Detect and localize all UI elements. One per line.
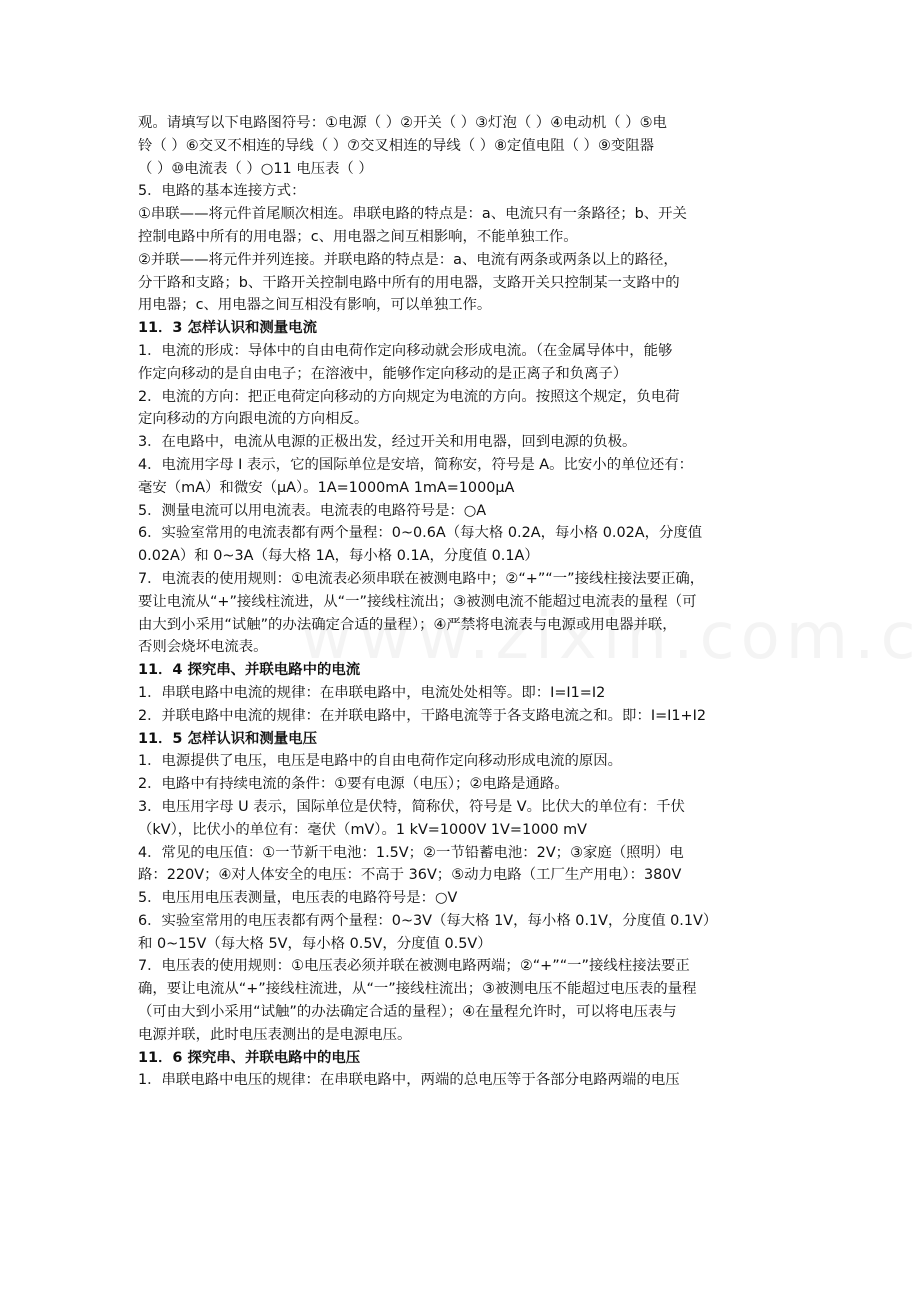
- text-line: 要让电流从“+”接线柱流进，从“一”接线柱流出；③被测电流不能超过电流表的量程（可: [138, 593, 697, 610]
- section-heading: 11．4 探究串、并联电路中的电流: [138, 662, 361, 679]
- text-line: （ ）⑩电流表（ ）○11 电压表（ ）: [138, 160, 373, 177]
- text-line: 2．电流的方向：把正电荷定向移动的方向规定为电流的方向。按照这个规定，负电荷: [138, 388, 680, 405]
- text-line: 1．电流的形成：导体中的自由电荷作定向移动就会形成电流。（在金属导体中，能够: [138, 342, 673, 359]
- text-line: 铃（ ）⑥交叉不相连的导线（ ）⑦交叉相连的导线（ ）⑧定值电阻（ ）⑨变阻器: [138, 137, 655, 154]
- text-line: 观。请填写以下电路图符号：①电源（ ）②开关（ ）③灯泡（ ）④电动机（ ）⑤电: [138, 115, 667, 131]
- text-line: 6．实验室常用的电压表都有两个量程：0~3V（每大格 1V，每小格 0.1V，分度值 0.1V）: [138, 912, 718, 929]
- text-line: 1．电源提供了电压，电压是电路中的自由电荷作定向移动形成电流的原因。: [138, 753, 623, 770]
- text-line: 7．电流表的使用规则：①电流表必须串联在被测电路中；②“+”“一”接线柱接法要正确，: [138, 570, 705, 587]
- text-line: ①串联——将元件首尾顺次相连。串联电路的特点是：a、电流只有一条路径；b、开关: [138, 206, 687, 223]
- text-line: 5．测量电流可以用电流表。电流表的电路符号是：○A: [138, 502, 487, 519]
- text-line: 6．实验室常用的电流表都有两个量程：0~0.6A（每大格 0.2A，每小格 0.02A，分度值: [138, 525, 703, 542]
- text-line: 控制电路中所有的用电器；c、用电器之间互相影响，不能单独工作。: [138, 228, 578, 245]
- text-line: 由大到小采用“试触”的办法确定合适的量程）；④严禁将电流表与电源或用电器并联，: [138, 616, 677, 633]
- text-line: 确，要让电流从“+”接线柱流进，从“一”接线柱流出；③被测电压不能超过电压表的量程: [138, 981, 697, 998]
- text-line: 1．串联电路中电流的规律：在串联电路中，电流处处相等。即：I=I1=I2: [138, 684, 606, 701]
- text-line: （kV），比伏小的单位有：毫伏（mV）。1 kV=1000V 1V=1000 mV: [138, 821, 588, 838]
- text-line: 作定向移动的是自由电子；在溶液中，能够作定向移动的是正离子和负离子）: [138, 365, 628, 382]
- text-line: 用电器；c、用电器之间互相没有影响，可以单独工作。: [138, 297, 492, 314]
- text-line: （可由大到小采用“试触”的办法确定合适的量程）；④在量程允许时，可以将电压表与: [138, 1004, 677, 1021]
- text-line: 定向移动的方向跟电流的方向相反。: [138, 411, 369, 428]
- document-page: [138, 112, 794, 1092]
- text-line: 1．串联电路中电压的规律：在串联电路中，两端的总电压等于各部分电路两端的电压: [138, 1072, 680, 1089]
- text-line: 分干路和支路；b、干路开关控制电路中所有的用电器，支路开关只控制某一支路中的: [138, 274, 680, 291]
- text-line: 毫安（mA）和微安（μA）。1A=1000mA 1mA=1000μA: [138, 479, 515, 496]
- section-heading: 11．6 探究串、并联电路中的电压: [138, 1049, 361, 1066]
- text-line: 电源并联，此时电压表测出的是电源电压。: [138, 1026, 412, 1043]
- text-line: 5．电压用电压表测量，电压表的电路符号是：○V: [138, 890, 458, 907]
- text-line: 和 0~15V（每大格 5V，每小格 0.5V，分度值 0.5V）: [138, 935, 492, 952]
- text-line: 否则会烧坏电流表。: [138, 639, 268, 656]
- text-line: 3．电压用字母 U 表示，国际单位是伏特，简称伏，符号是 V。比伏大的单位有：千伏: [138, 798, 685, 815]
- text-line: 4．常见的电压值：①一节新干电池：1.5V；②一节铅蓄电池：2V；③家庭（照明）电: [138, 844, 684, 861]
- text-line: 0.02A）和 0~3A（每大格 1A，每小格 0.1A，分度值 0.1A）: [138, 548, 539, 565]
- text-line: ②并联——将元件并列连接。并联电路的特点是：a、电流有两条或两条以上的路径，: [138, 251, 678, 268]
- text-line: 7．电压表的使用规则：①电压表必须并联在被测电路两端；②“+”“一”接线柱接法要正: [138, 958, 690, 975]
- section-heading: 11．5 怎样认识和测量电压: [138, 730, 317, 747]
- text-line: 2．电路中有持续电流的条件：①要有电源（电压）；②电路是通路。: [138, 776, 569, 793]
- text-line: 4．电流用字母 I 表示，它的国际单位是安培，简称安，符号是 A。比安小的单位还有：: [138, 456, 694, 473]
- text-line: 2．并联电路中电流的规律：在并联电路中，干路电流等于各支路电流之和。即：I=I1+I2: [138, 707, 706, 724]
- text-line: 3．在电路中，电流从电源的正极出发，经过开关和用电器，回到电源的负极。: [138, 434, 637, 451]
- section-heading: 11．3 怎样认识和测量电流: [138, 320, 317, 337]
- text-line: 5．电路的基本连接方式：: [138, 183, 306, 200]
- text-line: 路：220V；④对人体安全的电压：不高于 36V；⑤动力电路（工厂生产用电）：380V: [138, 867, 682, 884]
